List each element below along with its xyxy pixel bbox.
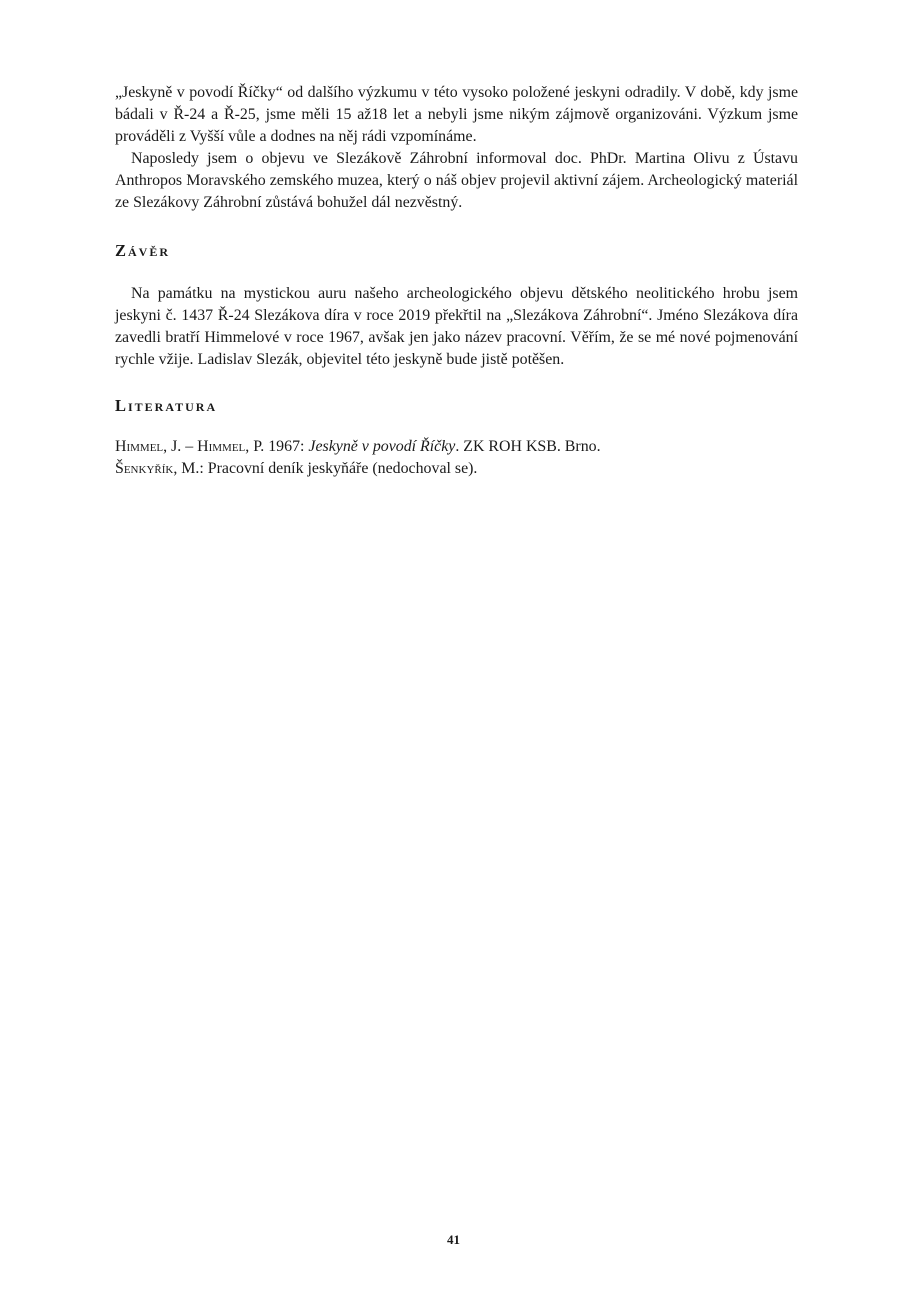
reference-description: : Pracovní deník jeskyňáře (nedochoval se). bbox=[199, 460, 478, 477]
intro-paragraph-2: Naposledy jsem o objevu ve Slezákově Záhrobní informoval doc. PhDr. Martina Olivu z Ústavu Anthropos Moravského zemského muzea, který o náš objev projevil aktivní zájem. Archeologický materiál ze Slezákovy Záhrobní zůstává bohužel dál nezvěstný. bbox=[115, 150, 798, 211]
reference-authors: Šenkyřík, M. bbox=[115, 460, 200, 477]
conclusion-heading: Závěr bbox=[115, 241, 171, 260]
page-number: 41 bbox=[447, 1232, 460, 1247]
intro-paragraph-1: „Jeskyně v povodí Říčky“ od dalšího výzkumu v této vysoko položené jeskyni odradily. V době, kdy jsme bádali v Ř-24 a Ř-25, jsme měli 15 až18 let a nebyli jsme nikým zájmově organizováni. Výzkum jsme prováděli z Vyšší vůle a dodnes na něj rádi vzpomínáme. bbox=[115, 84, 798, 145]
page-content bbox=[115, 82, 798, 480]
reference-title: Jeskyně v povodí Říčky bbox=[308, 438, 456, 455]
reference-list bbox=[115, 436, 798, 480]
reference-publisher: . ZK ROH KSB. Brno. bbox=[455, 438, 601, 455]
reference-authors: Himmel, J. – Himmel, P. bbox=[115, 438, 265, 455]
conclusion-paragraph: Na památku na mystickou auru našeho archeologického objevu dětského neolitického hrobu jsem jeskyni č. 1437 Ř-24 Slezákova díra v roce 2019 překřtil na „Slezákova Záhrobní“. Jméno Slezákova díra zavedli bratří Himmelové v roce 1967, avšak jen jako název pracovní. Věřím, že se mé nové pojmenování rychle vžije. Ladislav Slezák, objevitel této jeskyně bude jistě potěšen. bbox=[115, 285, 798, 368]
reference-item bbox=[115, 436, 798, 458]
reference-year: 1967: bbox=[264, 438, 309, 455]
literature-heading: Literatura bbox=[115, 396, 218, 415]
reference-item bbox=[115, 458, 798, 480]
